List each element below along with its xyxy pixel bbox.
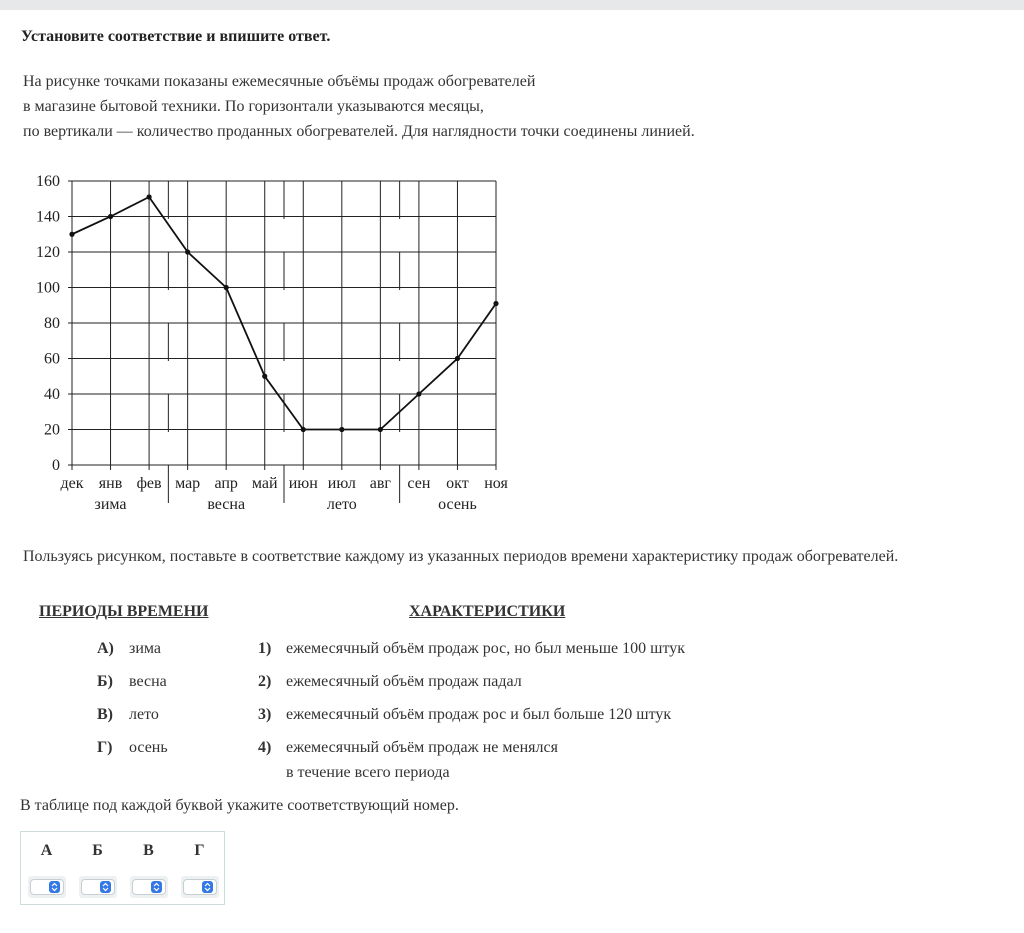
answer-cell-g [181, 876, 219, 898]
select-arrows-icon [49, 881, 60, 893]
characteristic-number: 1) [258, 640, 272, 657]
period-text: осень [129, 739, 168, 756]
y-tick-label: 160 [36, 173, 60, 190]
answer-select-g[interactable] [183, 879, 217, 895]
characteristic-text-continued: в течение всего периода [286, 764, 450, 781]
select-arrows-icon [151, 881, 162, 893]
answer-cell-b [79, 876, 117, 898]
y-tick-label: 40 [44, 386, 60, 403]
y-tick-label: 140 [36, 208, 60, 226]
season-label: зима [94, 496, 127, 513]
answer-header-b: Б [92, 842, 103, 859]
x-tick-label: окт [446, 475, 469, 492]
intro-line: по вертикали — количество проданных обогревателей. Для наглядности точки соединены линией. [23, 123, 695, 140]
periods-header: ПЕРИОДЫ ВРЕМЕНИ [39, 603, 209, 620]
characteristics-header: ХАРАКТЕРИСТИКИ [409, 603, 566, 620]
answer-cell-v [130, 876, 168, 898]
data-point [455, 356, 460, 361]
data-point [378, 427, 383, 432]
answer-select-a[interactable] [30, 879, 64, 895]
data-point [339, 427, 344, 432]
data-point [262, 374, 267, 379]
period-letter: А) [97, 640, 114, 657]
data-point [146, 194, 151, 199]
season-label: весна [207, 496, 246, 513]
data-point [69, 232, 74, 237]
characteristic-text: ежемесячный объём продаж рос и был больше 120 штук [286, 706, 672, 723]
x-tick-label: ноя [484, 475, 508, 492]
season-label: осень [438, 496, 477, 513]
season-label: лето [326, 496, 357, 513]
x-tick-label: дек [60, 475, 84, 492]
answer-header-a: А [40, 842, 53, 859]
y-tick-label: 80 [44, 315, 60, 332]
answer-table [20, 831, 225, 905]
select-arrows-icon [100, 881, 111, 893]
top-bar [0, 0, 1024, 10]
characteristic-number: 4) [258, 739, 272, 756]
x-tick-label: сен [407, 475, 431, 492]
y-tick-label: 100 [36, 279, 60, 297]
characteristic-number: 2) [258, 673, 272, 690]
characteristic-text: ежемесячный объём продаж не менялся [286, 739, 558, 756]
period-letter: В) [97, 706, 113, 723]
x-tick-label: май [251, 475, 278, 492]
data-point [108, 214, 113, 219]
answer-select-v[interactable] [132, 879, 166, 895]
data-point [301, 427, 306, 432]
period-text: лето [129, 706, 159, 723]
answer-header-v: В [143, 842, 154, 859]
task-title: Установите соответствие и впишите ответ. [21, 28, 331, 45]
y-tick-label: 60 [44, 350, 60, 368]
period-text: весна [129, 673, 167, 690]
characteristic-text: ежемесячный объём продаж падал [286, 673, 522, 690]
data-point [224, 285, 229, 290]
x-tick-label: янв [98, 475, 123, 492]
x-tick-label: авг [369, 475, 391, 492]
sales-chart [0, 160, 560, 530]
y-tick-label: 0 [52, 457, 60, 474]
period-letter: Б) [97, 673, 113, 690]
x-tick-label: фев [136, 475, 162, 492]
characteristic-number: 3) [258, 706, 272, 723]
answer-instruction: В таблице под каждой буквой укажите соответствующий номер. [20, 797, 459, 814]
answer-cell-a [28, 876, 66, 898]
x-tick-label: июл [327, 475, 356, 492]
y-tick-label: 120 [36, 244, 60, 261]
task-intro [23, 69, 695, 144]
data-point [416, 391, 421, 396]
answer-select-b[interactable] [81, 879, 115, 895]
intro-line: На рисунке точками показаны ежемесячные объёмы продаж обогревателей [23, 73, 536, 90]
answer-header-g: Г [194, 842, 205, 859]
x-tick-label: апр [214, 475, 238, 492]
intro-line: в магазине бытовой техники. По горизонтали указываются месяцы, [23, 98, 484, 115]
characteristic-text: ежемесячный объём продаж рос, но был меньше 100 штук [286, 640, 686, 657]
x-tick-label: июн [288, 475, 318, 492]
y-tick-label: 20 [44, 421, 60, 439]
data-point [185, 249, 190, 254]
period-text: зима [129, 640, 161, 657]
period-letter: Г) [97, 739, 113, 756]
select-arrows-icon [202, 881, 213, 893]
data-point [493, 301, 498, 306]
task-prompt: Пользуясь рисунком, поставьте в соответствие каждому из указанных периодов времени характеристику продаж обогревателей. [23, 548, 899, 565]
x-tick-label: мар [175, 475, 201, 492]
